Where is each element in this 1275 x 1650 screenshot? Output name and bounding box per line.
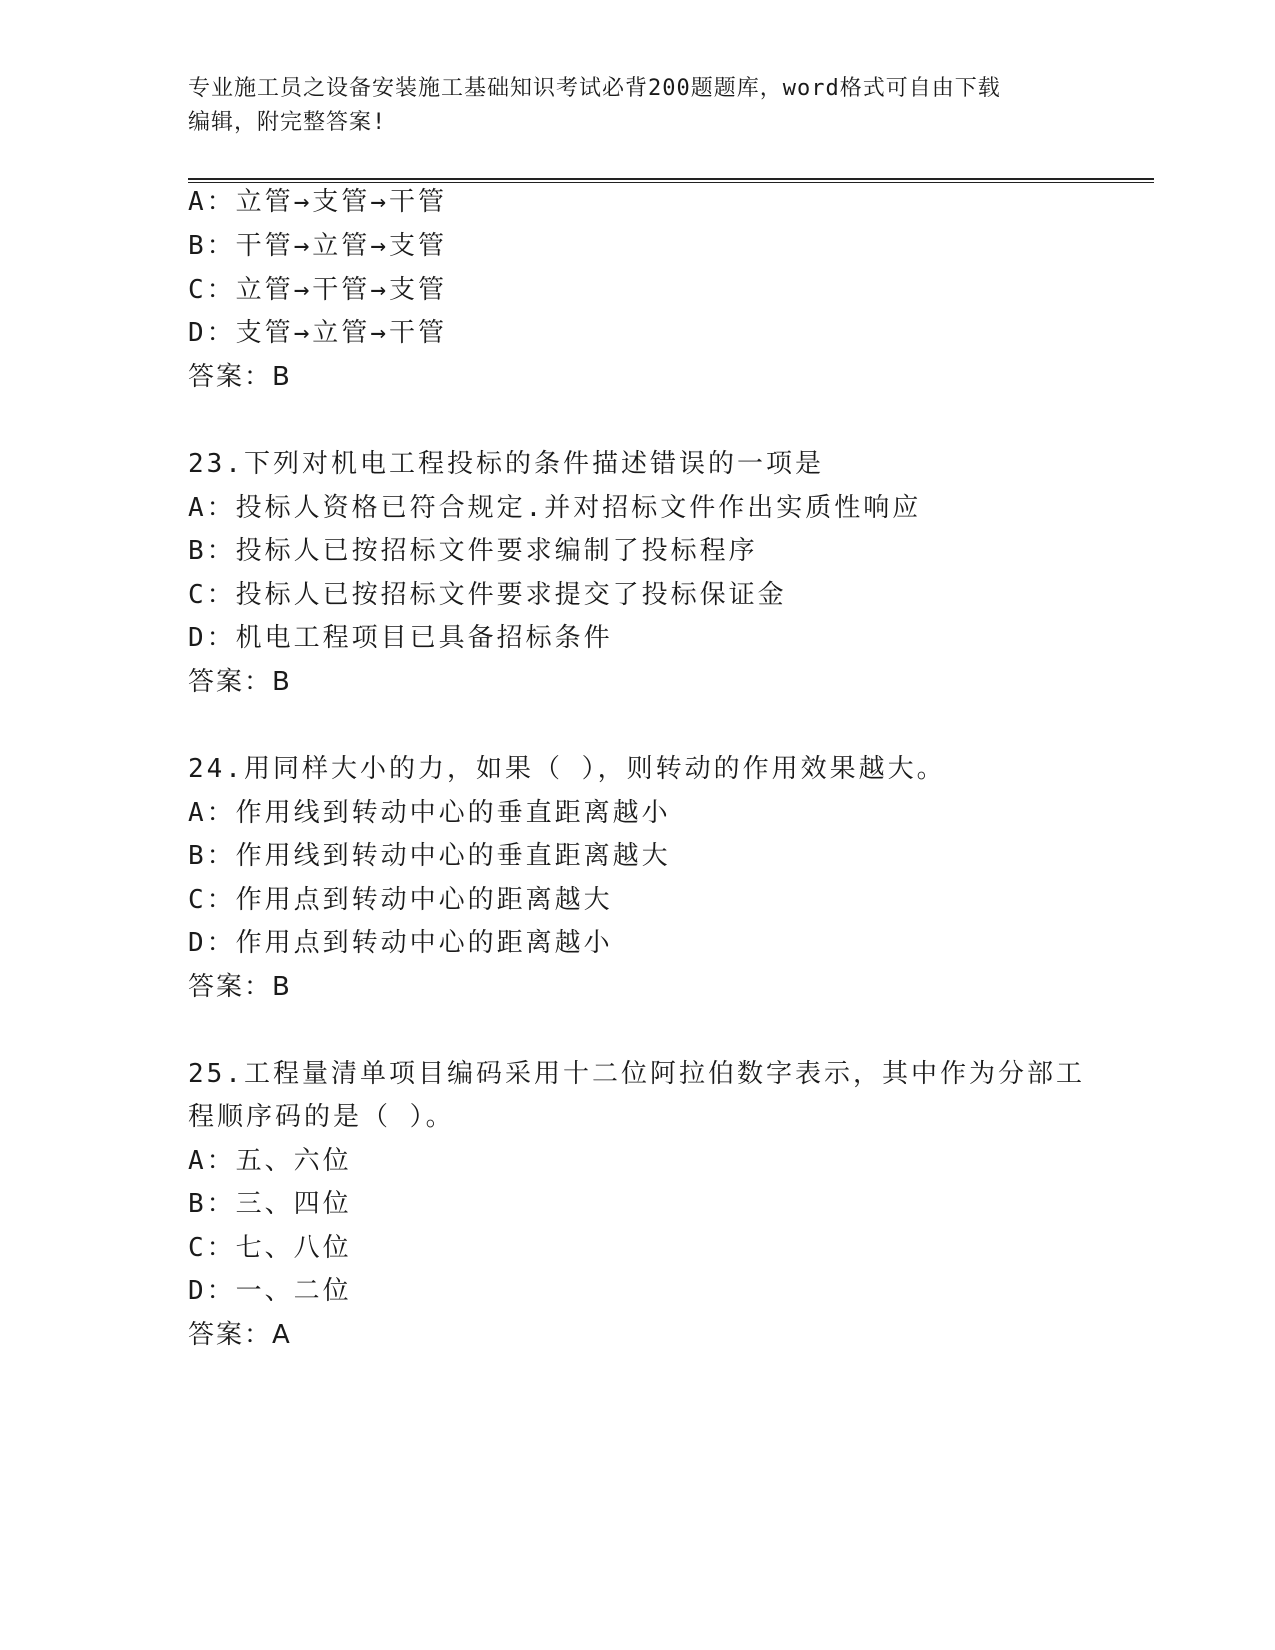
q25-question-line-1: 25.工程量清单项目编码采用十二位阿拉伯数字表示，其中作为分部工 — [188, 1059, 1085, 1089]
q25-answer: 答案：A — [188, 1320, 292, 1350]
q23-option-d: D：机电工程项目已具备招标条件 — [188, 623, 613, 653]
q25-option-b: B：三、四位 — [188, 1189, 352, 1219]
q24-answer: 答案：B — [188, 972, 292, 1002]
q22-option-d: D：支管→立管→干管 — [188, 318, 447, 348]
q23-answer: 答案：B — [188, 667, 292, 697]
q24-option-d: D：作用点到转动中心的距离越小 — [188, 928, 613, 958]
q23-option-a: A：投标人资格已符合规定.并对招标文件作出实质性响应 — [188, 493, 922, 523]
q24-question: 24.用同样大小的力，如果（ ），则转动的作用效果越大。 — [188, 754, 946, 784]
q25-option-d: D：一、二位 — [188, 1276, 352, 1306]
q22-option-c: C：立管→干管→支管 — [188, 275, 447, 305]
header-title-line-1: 专业施工员之设备安装施工基础知识考试必背200题题库，word格式可自由下载 — [188, 76, 1001, 101]
q22-option-b: B：干管→立管→支管 — [188, 231, 447, 261]
document-header — [188, 72, 1088, 140]
q24-option-b: B：作用线到转动中心的垂直距离越大 — [188, 841, 671, 871]
q24-option-a: A：作用线到转动中心的垂直距离越小 — [188, 798, 671, 828]
header-title-line-2: 编辑，附完整答案! — [188, 110, 387, 135]
q23-option-b: B：投标人已按招标文件要求编制了投标程序 — [188, 536, 758, 566]
q25-option-a: A：五、六位 — [188, 1146, 352, 1176]
q24-option-c: C：作用点到转动中心的距离越大 — [188, 885, 613, 915]
q23-option-c: C：投标人已按招标文件要求提交了投标保证金 — [188, 580, 787, 610]
q22-answer: 答案：B — [188, 362, 292, 392]
q25-question-line-2: 程顺序码的是（ ）。 — [188, 1102, 455, 1132]
q23-question: 23.下列对机电工程投标的条件描述错误的一项是 — [188, 449, 824, 479]
q22-option-a: A：立管→支管→干管 — [188, 187, 447, 217]
q25-option-c: C：七、八位 — [188, 1233, 352, 1263]
header-divider — [188, 178, 1154, 183]
